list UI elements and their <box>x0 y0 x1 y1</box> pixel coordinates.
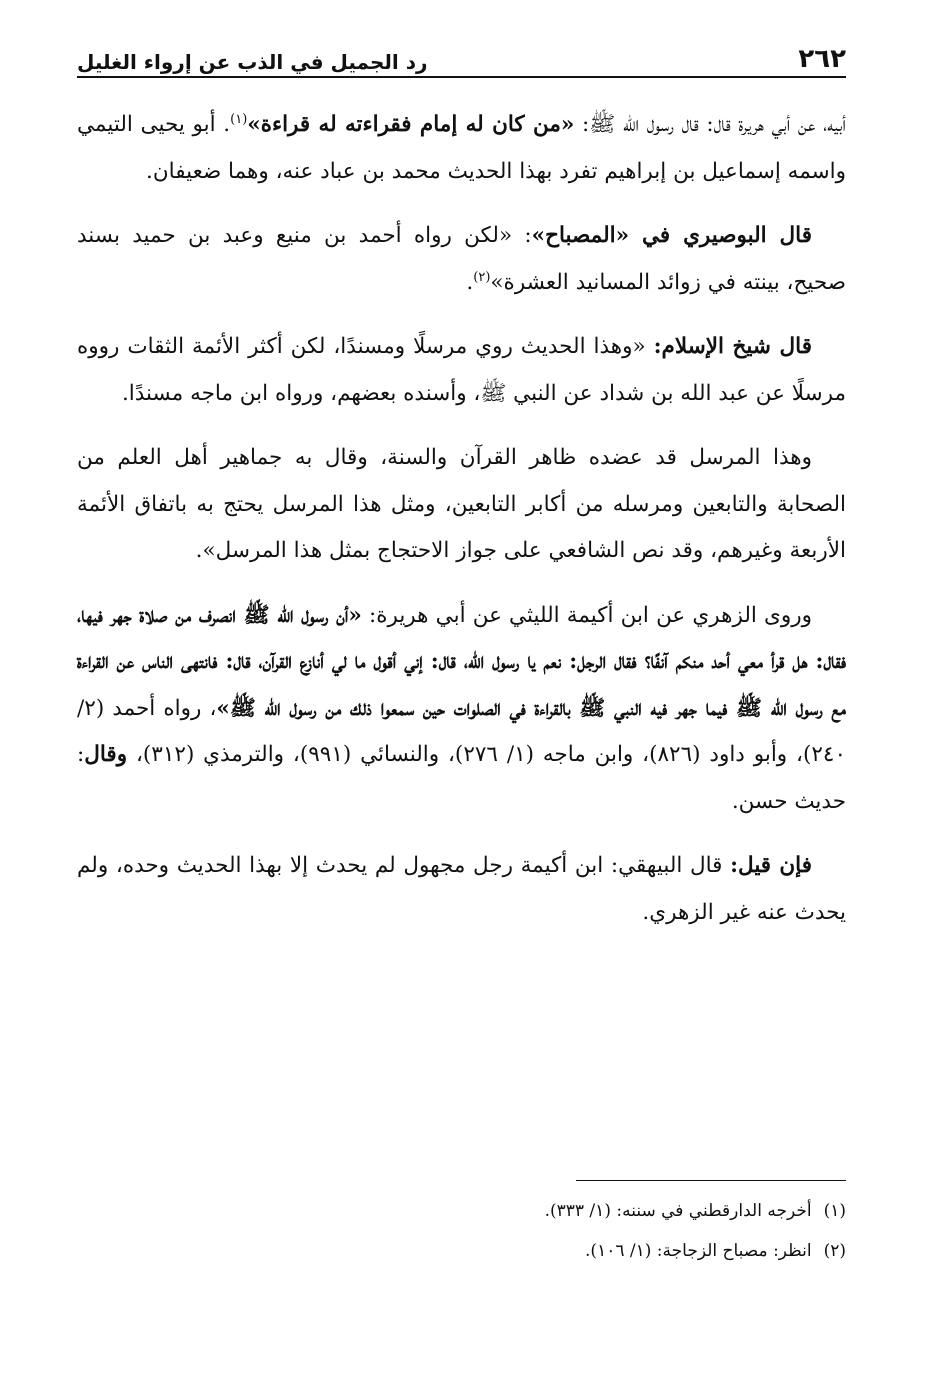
paragraph-2 <box>77 213 846 306</box>
text-run: «وهذا الحديث روي مرسلًا ومسندًا، لكن أكثر الأئمة الثقات رووه مرسلًا عن عبد الله بن شداد عن النبي ﷺ، وأسنده بعضهم، ورواه ابن ماجه مسندًا. <box>77 334 846 406</box>
footnote-item <box>77 1231 846 1271</box>
footnote-text: انظر: مصباح الزجاجة: (١/ ١٠٦). <box>585 1241 812 1261</box>
running-title: رد الجميل في الذب عن إرواء الغليل <box>77 50 428 74</box>
text-run: قال البيهقي: ابن أكيمة رجل مجهول لم يحدث إلا بهذا الحديث وحده، ولم يحدث عنه غير الزهري. <box>77 853 846 925</box>
page-header <box>77 22 846 78</box>
speaker-label: فإن قيل: <box>730 853 812 878</box>
paragraph-6 <box>77 843 846 936</box>
paragraph-3 <box>77 324 846 417</box>
text-run: : «لكن رواه أحمد بن منيع وعبد بن حميد بسند صحيح، بينته في زوائد المسانيد العشرة» <box>77 223 846 295</box>
paragraph-4 <box>77 435 846 575</box>
main-text <box>77 102 846 954</box>
text-run: . <box>466 269 474 295</box>
hadith-quote: «من كان له إمام فقراءته له قراءة» <box>247 112 575 137</box>
text-run: أبيه، عن أبي هريرة قال: قال رسول الله ﷺ: <box>574 112 846 137</box>
text-run: ، رواه أحمد (٢/ ٢٤٠)، وأبو داود (٨٢٦)، وابن ماجه (١/ ٢٧٦)، والنسائي (٩٩١)، والترمذي (٣١٢)، <box>77 695 846 767</box>
speaker-label: وقال <box>84 742 128 767</box>
footnote-number: (٢) <box>823 1241 846 1261</box>
page-number: ٢٦٢ <box>798 44 846 74</box>
footnote-divider <box>576 1180 846 1181</box>
speaker-label: قال البوصيري في «المصباح» <box>531 223 813 248</box>
text-run: وروى الزهري عن ابن أكيمة الليثي عن أبي هريرة: <box>361 602 812 628</box>
hadith-quote: «أن رسول الله ﷺ انصرف من صلاة جهر فيها، فقال: هل قرأ معي أحد منكم آنفًا؟ فقال الرجل: نعم يا رسول الله، قال: إني أقول ما لي أنازع القرآن، قال: فانتهى الناس عن القراءة مع رسول الله ﷺ فيما جهر فيه النبي ﷺ بالقراءة في الصلوات حين سمعوا ذلك من رسول الله ﷺ» <box>77 602 846 721</box>
footnote-ref-1: (١) <box>230 111 248 127</box>
footnote-ref-2: (٢) <box>473 269 491 285</box>
text-run: وهذا المرسل قد عضده ظاهر القرآن والسنة، وقال به جماهير أهل العلم من الصحابة والتابعين ومرسله من أكابر التابعين، ومثل هذا المرسل يحتج به باتفاق الأئمة الأربعة وغيرهم، وقد نص الشافعي على جواز الاحتجاج بمثل هذا المرسل». <box>77 445 846 563</box>
text-run: . أبو يحيى التيمي واسمه إسماعيل بن إبراهيم تفرد بهذا الحديث محمد بن عباد عنه، وهما ضعيفان. <box>77 112 846 184</box>
paragraph-5 <box>77 593 846 826</box>
text-run: : حديث حسن. <box>77 742 846 814</box>
footnote-number: (١) <box>823 1201 846 1221</box>
paragraph-1 <box>77 102 846 195</box>
footnote-item <box>77 1191 846 1231</box>
footnote-text: أخرجه الدارقطني في سننه: (١/ ٣٣٣). <box>544 1201 812 1221</box>
speaker-label: قال شيخ الإسلام: <box>653 334 812 359</box>
footnotes <box>77 1180 846 1271</box>
